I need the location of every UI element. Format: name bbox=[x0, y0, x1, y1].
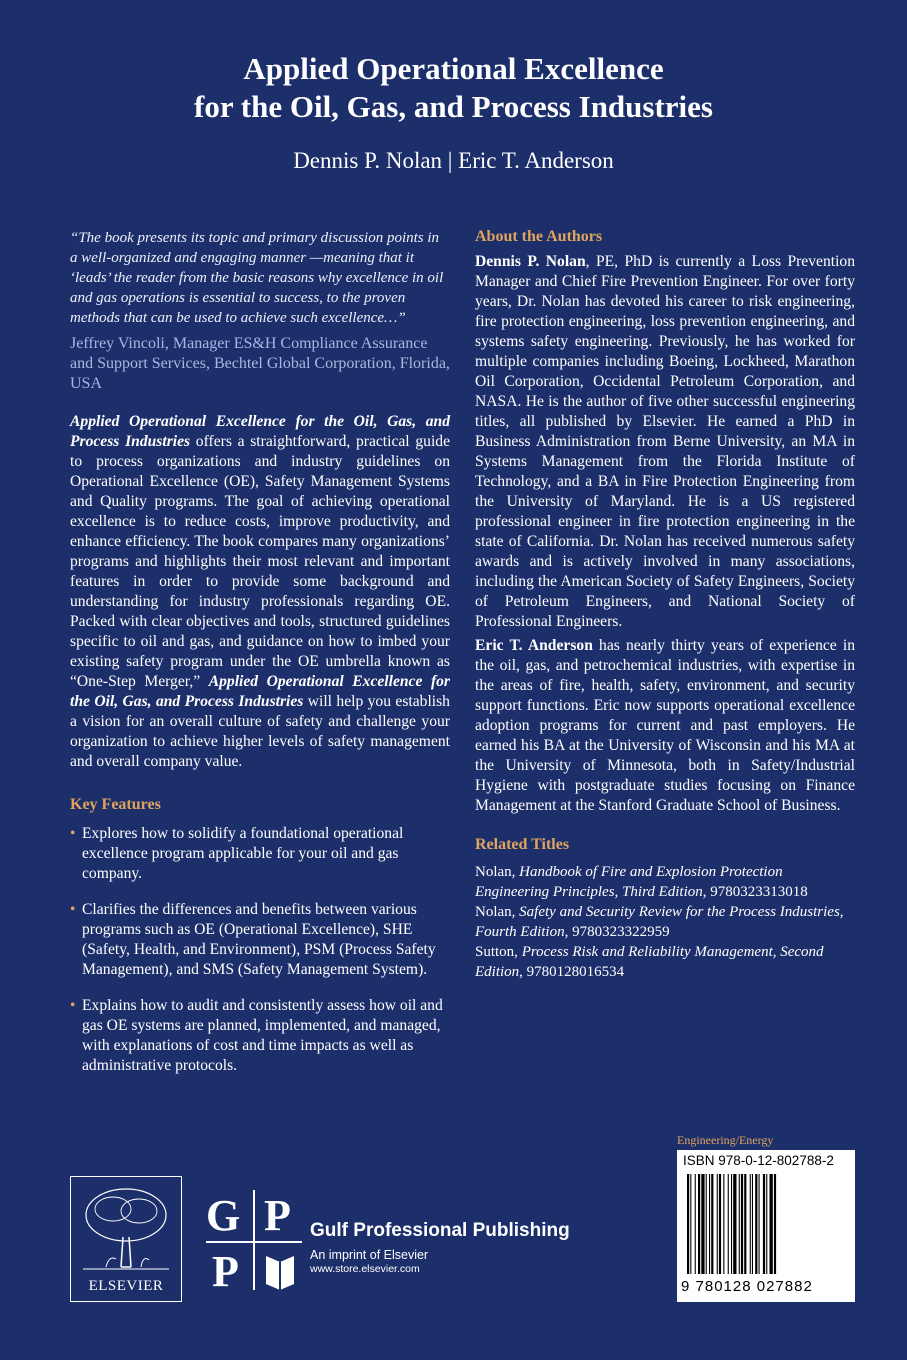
list-item bbox=[475, 902, 855, 942]
bullet-icon: • bbox=[70, 825, 76, 842]
key-features-heading: Key Features bbox=[70, 796, 161, 813]
list-item bbox=[70, 824, 450, 884]
related-title: Handbook of Fire and Explosion Protection Engineering Principles, Third Edition bbox=[475, 864, 783, 900]
related-author: Nolan, bbox=[475, 904, 520, 920]
svg-text:G: G bbox=[206, 1191, 241, 1240]
elsevier-logo bbox=[70, 1176, 182, 1302]
list-item bbox=[70, 900, 450, 980]
barcode-number: 9 780128 027882 bbox=[681, 1278, 813, 1295]
feature-text: Explores how to solidify a foundational operational excellence program applicable for your oil and gas company. bbox=[82, 825, 404, 882]
bullet-icon: • bbox=[70, 997, 76, 1014]
author-1-bio-text: , PE, PhD is currently a Loss Prevention Manager and Chief Fire Prevention Engineer. For over forty years, Dr. Nolan has devoted his career to risk engineering, fire protection engineering, loss prevention engineering, and systems safety engineering. Previously, he has worked for multiple companies including Boeing, Lockheed, Marathon Oil Corporation, Occidental Petroleum Corporation, and NASA. He is the author of five other successful engineering titles, all published by Elsevier. He earned a PhD in Business Administration from Berne University, an MA in Systems Management from the Florida Institute of Technology, and a BA in Fire Protection Engineering from the University of Maryland. He is a US registered professional engineer in fire protection engineering in the state of California. Dr. Nolan has received numerous safety awards and is actively involved in many associations, including the American Society of Safety Engineers, Society of Petroleum Engineers, and National Society of Professional Engineers. bbox=[475, 253, 855, 630]
author-2-bio bbox=[475, 636, 855, 816]
elsevier-wordmark: ELSEVIER bbox=[88, 1278, 164, 1294]
svg-text:P: P bbox=[212, 1247, 239, 1290]
related-title: Process Risk and Reliability Management, Second Edition bbox=[475, 944, 824, 980]
related-title: Safety and Security Review for the Process Industries, Fourth Edition bbox=[475, 904, 844, 940]
related-author: Sutton, bbox=[475, 944, 522, 960]
related-isbn: , 9780128016534 bbox=[519, 964, 625, 980]
author-2-bio-text: has nearly thirty years of experience in the oil, gas, and petrochemical industries, with expertise in the areas of fire, health, safety, environment, and security support functions. Eric now supports operational excellence adoption programs for current and past employers. He earned his BA at the University of Wisconsin and his MA at the University of Minnesota, both in Safety/Industrial Hygiene with postgraduate studies focusing on Finance Management at the Stanford Graduate School of Business. bbox=[475, 637, 856, 814]
related-isbn: , 9780323322959 bbox=[564, 924, 670, 940]
bullet-icon: • bbox=[70, 901, 76, 918]
publisher-name: Gulf Professional Publishing bbox=[310, 1220, 570, 1241]
left-column bbox=[70, 228, 450, 1092]
list-item bbox=[475, 862, 855, 902]
gpp-logo-icon bbox=[206, 1190, 302, 1290]
related-author: Nolan, bbox=[475, 864, 520, 880]
related-isbn: , 9780323313018 bbox=[702, 884, 808, 900]
book-description bbox=[70, 412, 450, 772]
list-item bbox=[70, 996, 450, 1076]
book-title bbox=[0, 50, 907, 126]
tree-icon bbox=[71, 1177, 181, 1277]
imprint-text: An imprint of Elsevier bbox=[310, 1248, 429, 1262]
author-1-name: Dennis P. Nolan bbox=[475, 253, 586, 270]
svg-text:P: P bbox=[264, 1191, 291, 1240]
description-part-2: will help you establish a vision for an overall culture of safety and challenge your organization to achieve higher levels of safety management and overall company value. bbox=[70, 693, 450, 770]
author-2-name: Eric T. Anderson bbox=[475, 637, 593, 654]
author-1-bio bbox=[475, 252, 855, 632]
isbn-label: ISBN 978-0-12-802788-2 bbox=[683, 1153, 834, 1168]
website-link[interactable]: www.store.elsevier.com bbox=[310, 1263, 420, 1275]
authors-line: Dennis P. Nolan | Eric T. Anderson bbox=[293, 148, 614, 173]
barcode-icon bbox=[685, 1174, 847, 1276]
quote-attribution: Jeffrey Vincoli, Manager ES&H Compliance Assurance and Support Services, Bechtel Global Corporation, Florida, USA bbox=[70, 335, 450, 392]
review-quote: “The book presents its topic and primary discussion points in a well-organized and engaging manner —meaning that it ‘leads’ the reader from the basic reasons why excellence in oil and gas operations is essential to success, to the proven methods that can be used to achieve such excellence…” bbox=[70, 230, 444, 326]
related-titles-heading: Related Titles bbox=[475, 836, 570, 853]
related-titles-list bbox=[475, 862, 855, 982]
list-item bbox=[475, 942, 855, 982]
category-label: Engineering/Energy bbox=[677, 1133, 774, 1147]
description-book-title: Applied Operational Excellence for the Oil, Gas, and Process Industries bbox=[70, 413, 450, 450]
about-authors-heading: About the Authors bbox=[475, 228, 603, 245]
feature-text: Explains how to audit and consistently assess how oil and gas OE systems are planned, implemented, and managed, with explanations of cost and time impacts as well as administrative protocols. bbox=[82, 997, 443, 1074]
title-line-1: Applied Operational Excellence bbox=[243, 51, 664, 86]
right-column bbox=[475, 228, 855, 982]
isbn-barcode-box bbox=[677, 1150, 855, 1302]
description-book-title-2: Applied Operational Excellence for the Oil, Gas, and Process Industries bbox=[70, 673, 450, 710]
title-line-2: for the Oil, Gas, and Process Industries bbox=[194, 89, 713, 124]
description-part-1: offers a straightforward, practical guide to process organizations and industry guidelines on Operational Excellence (OE), Safety Management Systems and Quality programs. The goal of achieving operational excellence is to reduce costs, improve productivity, and enhance efficiency. The book compares many organizations’ programs and highlights their most relevant and important features in order to provide some background and understanding for industry professionals regarding OE. Packed with clear objectives and tools, structured guidelines specific to oil and gas, and guidance on how to imbed your existing safety program under the OE umbrella known as “One-Step Merger,” bbox=[70, 433, 450, 690]
key-features-list bbox=[70, 824, 450, 1076]
feature-text: Clarifies the differences and benefits between various programs such as OE (Operational Excellence), SHE (Safety, Health, and Environment), PSM (Process Safety Management), and SMS (Safety Management System). bbox=[82, 901, 436, 978]
